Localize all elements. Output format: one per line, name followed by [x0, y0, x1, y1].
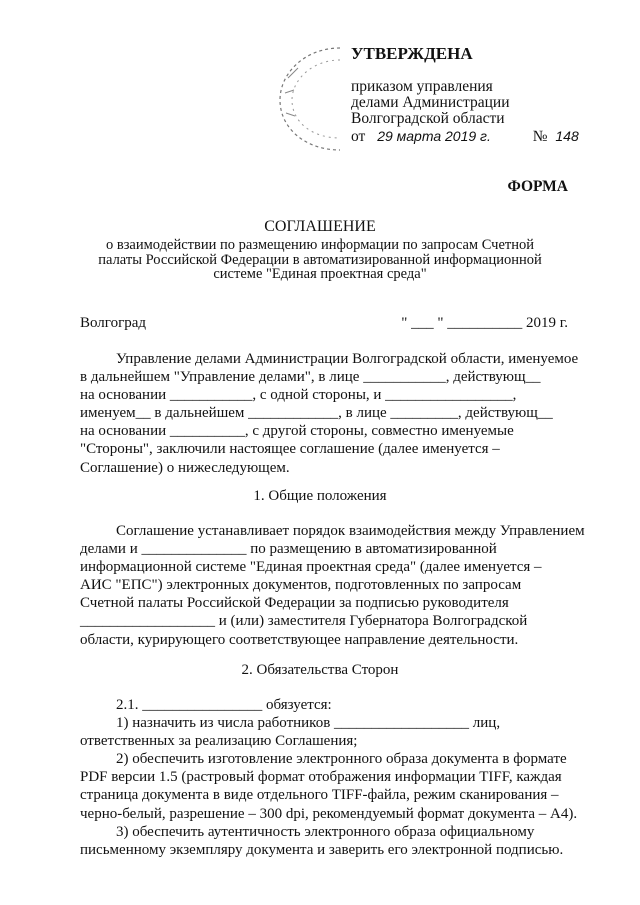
approval-line-1: приказом управления [351, 78, 493, 95]
preamble [80, 350, 579, 477]
section1-line: информационной системе "Единая проектная среда" (далее именуется – [80, 559, 542, 576]
approval-title: УТВЕРЖДЕНА [351, 44, 473, 63]
form-label: ФОРМА [507, 178, 568, 195]
preamble-line: Соглашение) о нижеследующем. [80, 459, 290, 476]
subtitle-line: о взаимодействии по размещению информации по запросам Счетной [105, 237, 535, 253]
item3-line: 3) обеспечить аутентичность электронного образа официальному [116, 823, 535, 840]
section1-line: Счетной палаты Российской Федерации за подписью руководителя [80, 595, 509, 612]
date-value: 29 марта 2019 г. [377, 128, 491, 144]
item2-line: PDF версии 1.5 (растровый формат отображения информации TIFF, каждая [80, 769, 562, 786]
approval-line-2: делами Администрации [351, 94, 510, 111]
section1-heading: 1. Общие положения [253, 488, 387, 504]
section1-body [80, 522, 585, 649]
subtitle-line: палаты Российской Федерации в автоматизированной информационной [98, 251, 542, 268]
section1-line: делами и ______________ по размещению в автоматизированной [80, 541, 497, 558]
item2-line: 2) обеспечить изготовление электронного образа документа в формате [116, 751, 567, 768]
preamble-line: Управление делами Администрации Волгоградской области, именуемое [116, 351, 579, 367]
item1-line: ответственных за реализацию Соглашения; [80, 733, 358, 750]
document-subtitle [0, 238, 640, 282]
seal-stamp-mark [270, 38, 350, 158]
item2-line: черно-белый, разрешение – 300 dpi, рекомендуемый формат документа – А4). [80, 805, 578, 822]
preamble-line: "Стороны", заключили настоящее соглашение (далее именуется – [80, 441, 500, 458]
item2-line: страница документа в виде отдельного TIFF-файла, режим сканирования – [80, 787, 559, 804]
preamble-line: именуем__ в дальнейшем ____________, в лице _________, действующ__ [80, 405, 553, 422]
preamble-line: на основании ___________, с одной стороны, и _________________, [80, 387, 517, 404]
section1-line: АИС "ЕПС") электронных документов, подготовленных по запросам [80, 577, 522, 594]
subtitle-line: системе "Единая проектная среда" [213, 266, 427, 282]
date-prefix: от [351, 128, 366, 145]
date-line: " ___ " __________ 2019 г. [401, 315, 568, 331]
city: Волгоград [80, 315, 147, 331]
section2-heading: 2. Обязательства Сторон [241, 662, 399, 678]
item-intro: 2.1. ________________ обязуется: [116, 697, 332, 713]
approval-date-row [351, 128, 579, 146]
section1-line: __________________ и (или) заместителя Губернатора Волгоградской [80, 613, 528, 630]
section2-body [80, 696, 578, 859]
preamble-line: на основании __________, с другой стороны, совместно именуемые [80, 423, 514, 440]
number-prefix: № [532, 128, 548, 145]
document-title: СОГЛАШЕНИЕ [264, 218, 376, 235]
number-value: 148 [555, 128, 579, 144]
item3-line: письменному экземпляру документа и заверить его электронной подписью. [80, 841, 564, 858]
preamble-line: в дальнейшем "Управление делами", в лице ___________, действующ__ [80, 369, 541, 386]
approval-line-3: Волгоградской области [351, 110, 505, 127]
item1-line: 1) назначить из числа работников __________________ лиц, [116, 715, 501, 732]
section1-line: Соглашение устанавливает порядок взаимодействия между Управлением [116, 523, 585, 539]
section1-line: области, курирующего соответствующее направление деятельности. [80, 631, 519, 648]
